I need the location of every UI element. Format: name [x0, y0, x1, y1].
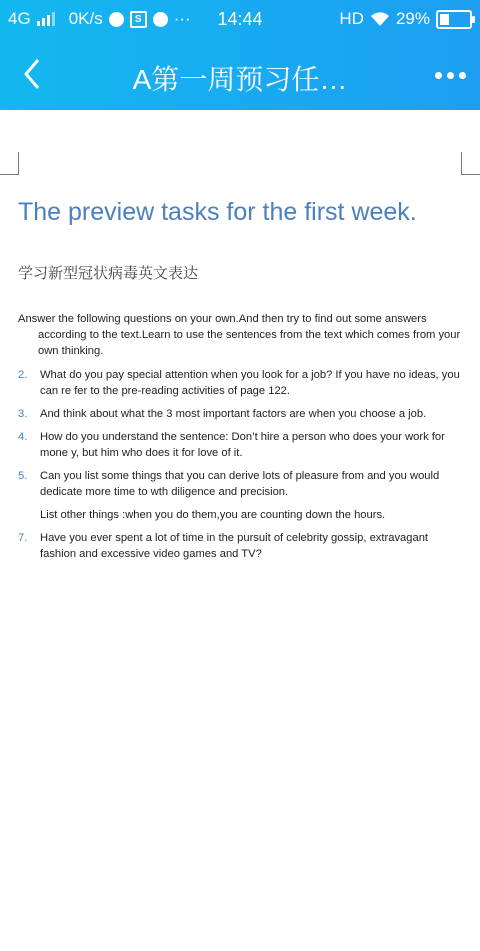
document-heading: The preview tasks for the first week.	[18, 198, 417, 226]
page-title: A第一周预习任…	[132, 64, 348, 95]
list-number: 3.	[18, 408, 28, 420]
question-list	[18, 530, 464, 562]
hd-indicator: HD	[339, 9, 364, 28]
document-subheading: 学习新型冠状病毒英文表达	[18, 265, 199, 282]
app-bar	[0, 40, 480, 110]
list-text: What do you pay special attention when you look for a job? If you have no ideas, you can re fer to the pre-reading activities of page 122.	[40, 369, 460, 397]
list-item	[18, 530, 464, 562]
list-number: 2.	[18, 369, 28, 381]
sim-icon: S	[130, 11, 147, 28]
list-item	[18, 406, 464, 422]
wifi-icon	[370, 11, 390, 27]
more-dot-icon	[459, 72, 466, 79]
back-button[interactable]	[18, 54, 48, 94]
list-item	[18, 367, 464, 399]
status-bar	[0, 0, 480, 38]
document-viewer[interactable]	[0, 110, 480, 951]
clock: 14:44	[217, 9, 263, 29]
more-dot-icon	[435, 72, 442, 79]
more-notifications-icon: ···	[173, 9, 191, 28]
list-text: Can you list some things that you can derive lots of pleasure from and you would dedicate more time to wth diligence and precision.	[40, 470, 440, 498]
list-item	[18, 468, 464, 500]
more-options-button[interactable]	[432, 60, 468, 90]
more-dot-icon	[447, 72, 454, 79]
list-text: Have you ever spent a lot of time in the pursuit of celebrity gossip, extravagant fashion and excessive video games and TV?	[40, 532, 429, 560]
question-list	[18, 367, 464, 500]
top-bar	[0, 0, 480, 110]
back-icon	[18, 54, 48, 94]
list-text: And think about what the 3 most important factors are when you choose a job.	[40, 408, 427, 420]
plain-line: List other things :when you do them,you are counting down the hours.	[40, 509, 386, 521]
list-number: 4.	[18, 431, 28, 443]
network-type: 4G	[8, 9, 31, 28]
document-body	[18, 311, 464, 569]
list-number: 7.	[18, 532, 28, 544]
battery-percent: 29%	[395, 9, 430, 28]
intro-paragraph: Answer the following questions on your own.And then try to find out some answers according to the text.Learn to use the sentences from the text which comes from your own thinking.	[18, 313, 461, 357]
list-item	[18, 429, 464, 461]
page-corner-mark	[461, 152, 480, 175]
list-number: 5.	[18, 470, 28, 482]
page-corner-mark	[0, 152, 19, 175]
list-text: How do you understand the sentence: Don’t hire a person who does your work for mone y, but him who does it for love of it.	[40, 431, 445, 459]
battery-icon	[436, 10, 472, 29]
network-speed: 0K/s	[68, 9, 103, 28]
